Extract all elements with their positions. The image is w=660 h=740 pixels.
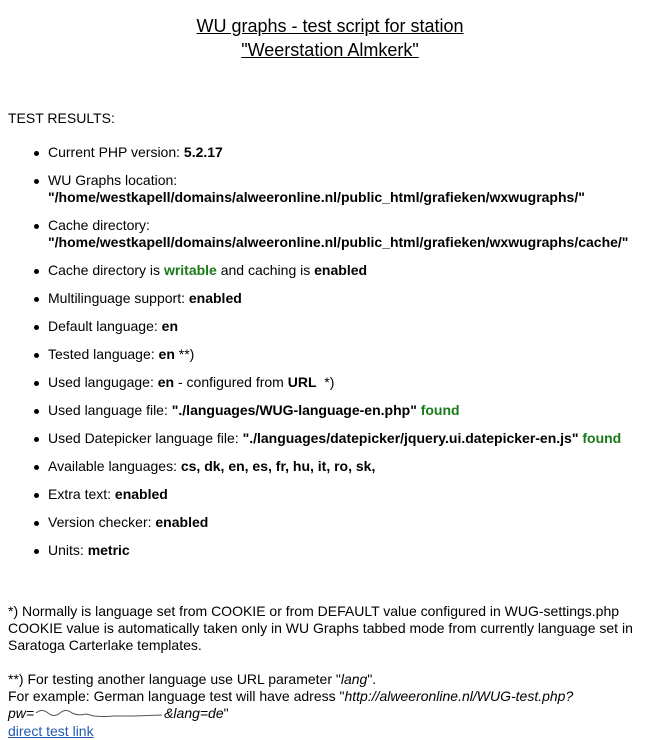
example-url: http://alweeronline.nl/WUG-test.php? [344,688,574,704]
used-lang-footnote: *) [324,374,335,390]
units-value: metric [87,542,130,558]
note1-line1: *) Normally is language set from COOKIE or from DEFAULT value configured in WUG-settings.php [8,603,620,619]
available-label: Available languages: [48,458,177,474]
used-lang-value: en [157,374,175,390]
used-lang-source: URL [287,374,317,390]
result-used-language [48,374,658,391]
php-value: 5.2.17 [183,144,223,160]
note2-param: lang [340,671,368,687]
tested-lang-footnote: **) [178,346,195,362]
lang-file-status: found [420,402,460,418]
result-available-languages [48,458,658,475]
caching-enabled-status: enabled [314,262,368,278]
extra-text-value: enabled [114,486,168,502]
example-close: " [223,705,229,721]
cache-status-prefix: Cache directory is [48,262,161,278]
result-default-language [48,318,658,335]
extra-text-label: Extra text: [48,486,112,502]
used-lang-label: Used langugage: [48,374,154,390]
example-pw: pw= [8,705,35,721]
result-cache-directory [48,217,658,251]
default-lang-label: Default language: [48,318,158,334]
test-page [0,14,660,739]
result-tested-language [48,346,658,363]
result-php-version [48,144,658,161]
result-multilanguage [48,290,658,307]
multilang-label: Multilinguage support: [48,290,185,306]
lang-file-label: Used language file: [48,402,168,418]
cache-writable-status: writable [163,262,217,278]
redacted-password-scribble [34,706,164,723]
tested-lang-label: Tested language: [48,346,155,362]
datepicker-value: "./languages/datepicker/jquery.ui.datepicker-en.js" [242,430,579,446]
result-extra-text [48,486,658,503]
default-lang-value: en [161,318,178,334]
note2-pre: **) For testing another language use URL parameter " [8,671,341,687]
datepicker-label: Used Datepicker language file: [48,430,239,446]
version-checker-label: Version checker: [48,514,152,530]
cache-value: "/home/westkapell/domains/alweeronline.nl/public_html/grafieken/wxwugraphs/cache/" [48,234,629,250]
used-lang-middle: - configured from [178,374,284,390]
note2 [8,671,658,688]
result-datepicker-file [48,430,658,447]
page-title [0,14,660,62]
test-results-list [0,144,658,570]
cache-status-middle: and caching is [220,262,311,278]
note1-line3: Saratoga Carterlake templates. [8,637,202,653]
result-cache-status [48,262,658,279]
php-label: Current PHP version: [48,144,181,160]
note1-line2: COOKIE value is automatically taken only in WU Graphs tabbed mode from currently language set in [8,620,633,636]
example-pre: For example: German language test will have adress " [8,688,345,704]
test-results-heading: TEST RESULTS: [8,110,115,126]
example-line-2 [8,705,658,723]
multilang-value: enabled [188,290,242,306]
datepicker-status: found [582,430,622,446]
result-units [48,542,658,559]
available-value: cs, dk, en, es, fr, hu, it, ro, sk, [180,458,376,474]
note2-post: ". [367,671,377,687]
tested-lang-value: en [158,346,175,362]
title-line-2-station: "Weerstation Almkerk" [241,40,419,60]
location-value: "/home/westkapell/domains/alweeronline.nl/public_html/grafieken/wxwugraphs/" [48,189,585,205]
result-language-file [48,402,658,419]
example-lang: &lang=de [164,705,224,721]
cache-label: Cache directory: [48,217,150,233]
example-line [8,688,658,705]
lang-file-value: "./languages/WUG-language-en.php" [171,402,417,418]
title-line-1: WU graphs - test script for station [196,16,464,36]
location-label: WU Graphs location: [48,172,178,188]
version-checker-value: enabled [155,514,209,530]
result-version-checker [48,514,658,531]
direct-test-link[interactable]: direct test link [8,722,94,739]
result-wu-graphs-location [48,172,658,206]
footnotes [8,603,658,740]
units-label: Units: [48,542,84,558]
